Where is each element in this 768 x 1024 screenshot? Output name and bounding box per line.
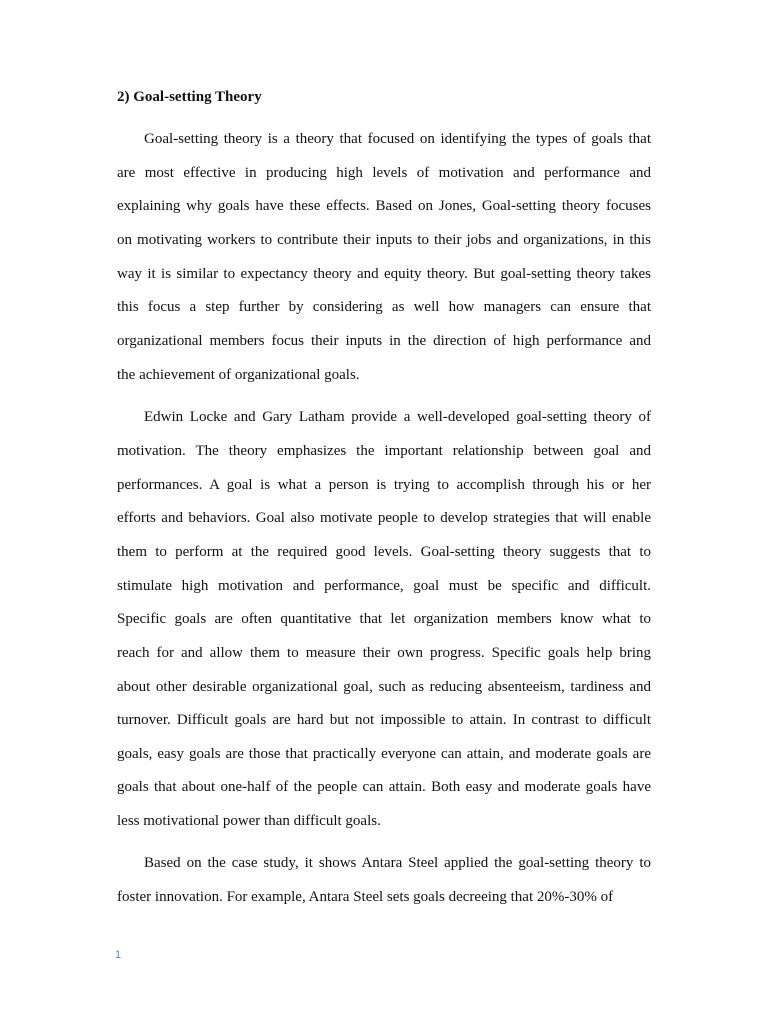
- paragraph-line: goals that about one-half of the people can attain. Both easy and moderate goals have: [117, 779, 651, 795]
- paragraph-line: turnover. Difficult goals are hard but not impossible to attain. In contrast to difficult: [117, 712, 651, 728]
- paragraph-line: foster innovation. For example, Antara Steel sets goals decreeing that 20%-30% of: [117, 889, 614, 905]
- section-heading: 2) Goal-setting Theory: [117, 89, 262, 105]
- paragraph-line: Based on the case study, it shows Antara Steel applied the goal-setting theory to: [144, 855, 651, 871]
- paragraph-line: organizational members focus their inputs in the direction of high performance and: [117, 333, 651, 349]
- paragraph-line: this focus a step further by considering as well how managers can ensure that: [117, 299, 651, 315]
- paragraph-line: them to perform at the required good levels. Goal-setting theory suggests that to: [117, 544, 651, 560]
- paragraph-line: on motivating workers to contribute their inputs to their jobs and organizations, in this: [117, 232, 651, 248]
- paragraph-line: the achievement of organizational goals.: [117, 367, 360, 383]
- paragraph-line: way it is similar to expectancy theory and equity theory. But goal-setting theory takes: [117, 266, 651, 282]
- paragraph-line: Edwin Locke and Gary Latham provide a well-developed goal-setting theory of: [144, 409, 651, 425]
- paragraph-line: motivation. The theory emphasizes the important relationship between goal and: [117, 443, 651, 459]
- paragraph-line: about other desirable organizational goal, such as reducing absenteeism, tardiness and: [117, 679, 651, 695]
- paragraph-line: Specific goals are often quantitative that let organization members know what to: [117, 611, 651, 627]
- paragraph-line: stimulate high motivation and performance, goal must be specific and difficult.: [117, 578, 651, 594]
- paragraph-line: performances. A goal is what a person is trying to accomplish through his or her: [117, 477, 651, 493]
- paragraph-line: efforts and behaviors. Goal also motivate people to develop strategies that will enable: [117, 510, 651, 526]
- page-number: 1: [115, 949, 122, 961]
- paragraph-line: Goal-setting theory is a theory that focused on identifying the types of goals that: [144, 131, 651, 147]
- paragraph-line: explaining why goals have these effects. Based on Jones, Goal-setting theory focuses: [117, 198, 651, 214]
- paragraph-line: reach for and allow them to measure their own progress. Specific goals help bring: [117, 645, 651, 661]
- paragraph-line: are most effective in producing high levels of motivation and performance and: [117, 165, 651, 181]
- paragraph-line: goals, easy goals are those that practically everyone can attain, and moderate goals are: [117, 746, 651, 762]
- paragraph-line: less motivational power than difficult goals.: [117, 813, 381, 829]
